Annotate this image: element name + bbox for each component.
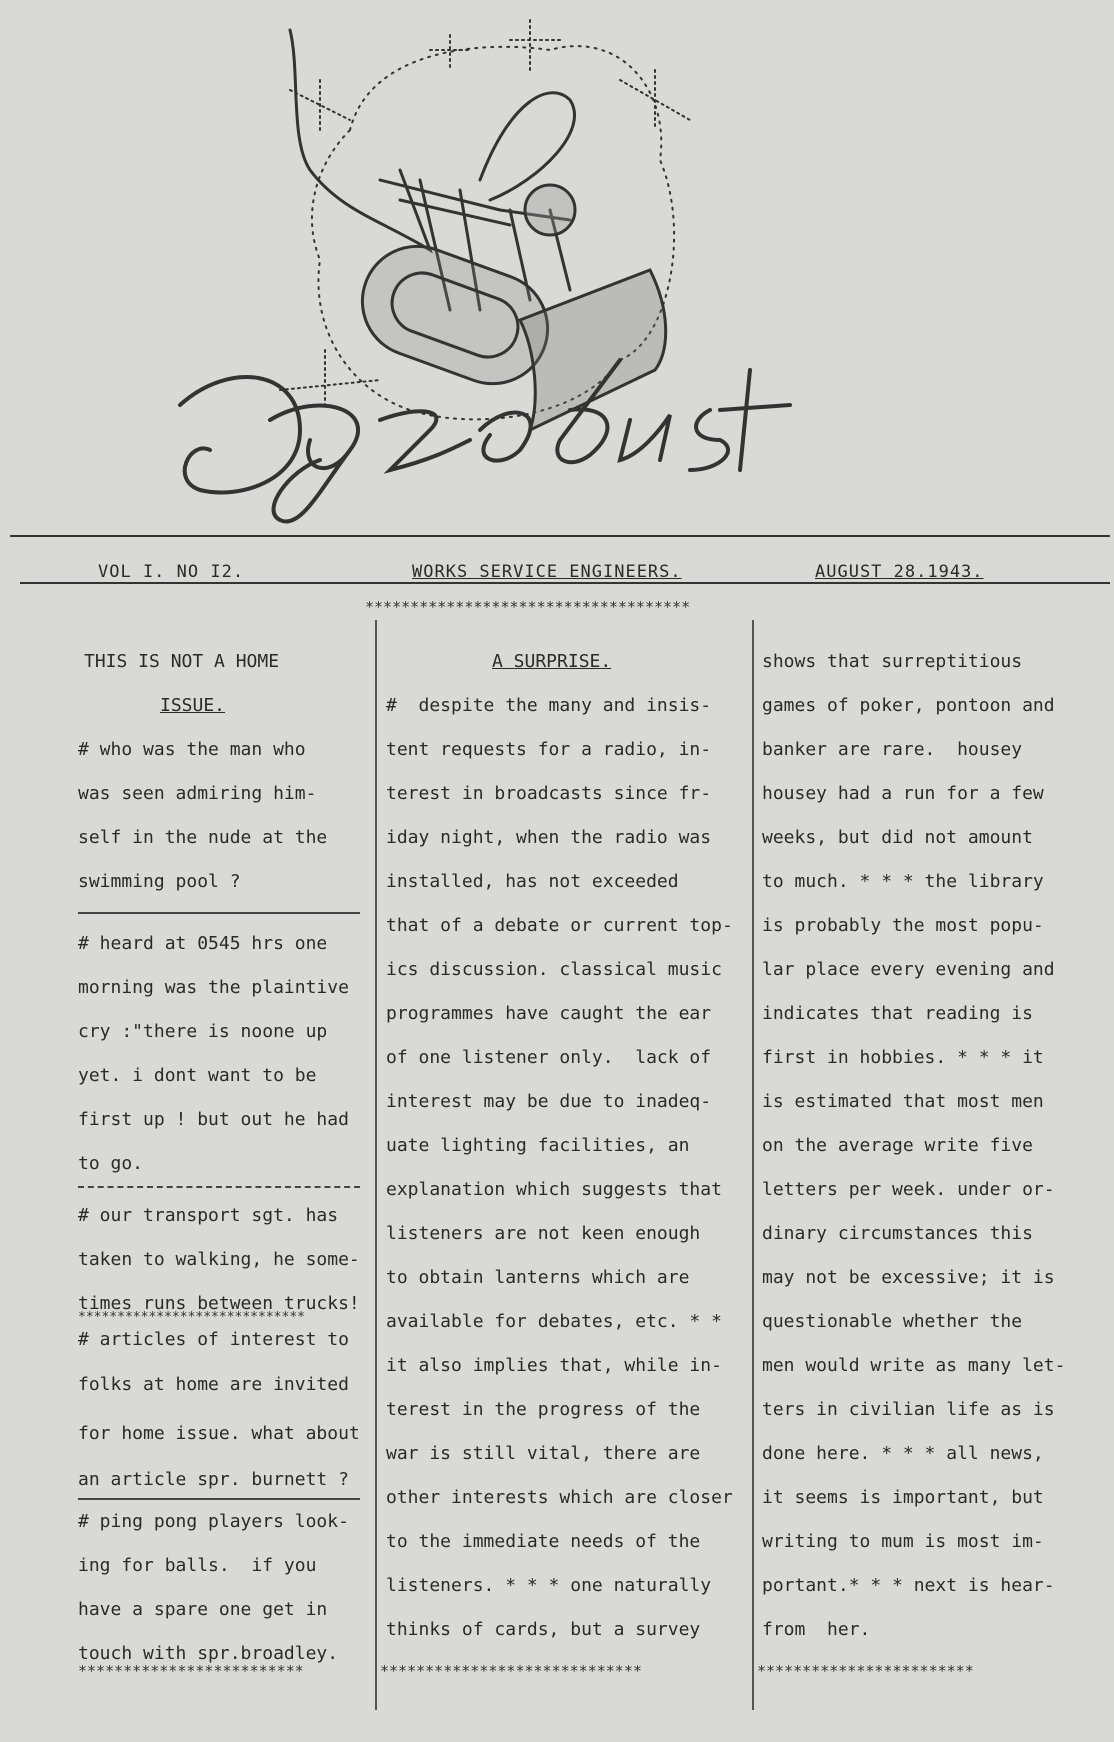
column-left-item5 — [78, 1500, 368, 1676]
right-line: games of poker, pontoon and — [762, 695, 1055, 716]
middle-line: thinks of cards, but a survey — [386, 1619, 701, 1640]
right-line: men would write as many let- — [762, 1355, 1066, 1376]
left-divider-2 — [78, 1186, 360, 1189]
left-item5-line: have a spare one get in — [78, 1599, 328, 1620]
left-item1-line: was seen admiring him- — [78, 783, 317, 804]
middle-line: explanation which suggests that — [386, 1179, 722, 1200]
issue-volume: VOL I. NO I2. — [98, 562, 245, 582]
middle-line: war is still vital, there are — [386, 1443, 701, 1464]
middle-line: uate lighting facilities, an — [386, 1135, 690, 1156]
left-item4-line: for home issue. what about — [78, 1423, 360, 1444]
left-item4-line: an article spr. burnett ? — [78, 1469, 349, 1490]
column-left-item2 — [78, 922, 368, 1186]
middle-line: tent requests for a radio, in- — [386, 739, 712, 760]
right-line: is estimated that most men — [762, 1091, 1044, 1112]
left-item3-line: taken to walking, he some- — [78, 1249, 360, 1270]
left-heading-line1: THIS IS NOT A HOME — [84, 651, 280, 672]
left-item5-line: touch with spr.broadley. — [78, 1643, 339, 1664]
masthead-illustration — [150, 10, 930, 530]
left-item2-line: first up ! but out he had — [78, 1109, 349, 1130]
middle-line: terest in broadcasts since fr- — [386, 783, 712, 804]
right-line: is probably the most popu- — [762, 915, 1044, 936]
left-item2-line: to go. — [78, 1153, 144, 1174]
right-line: banker are rare. housey — [762, 739, 1023, 760]
left-heading-line2: ISSUE. — [160, 695, 226, 716]
left-item3-line: times runs between trucks! — [78, 1293, 360, 1314]
issue-date: AUGUST 28.1943. — [815, 562, 984, 582]
left-item2-line: # heard at 0545 hrs one — [78, 933, 328, 954]
column-divider-right — [752, 620, 754, 1710]
right-line: housey had a run for a few — [762, 783, 1044, 804]
masthead-rule-top — [10, 535, 1110, 537]
mosquito-head — [525, 185, 575, 235]
column-left-item3 — [78, 1194, 368, 1326]
right-line: it seems is important, but — [762, 1487, 1044, 1508]
right-line: letters per week. under or- — [762, 1179, 1055, 1200]
right-line: indicates that reading is — [762, 1003, 1033, 1024]
issue-unit: WORKS SERVICE ENGINEERS. — [412, 562, 682, 582]
right-line: shows that surreptitious — [762, 651, 1023, 672]
right-line: first in hobbies. * * * it — [762, 1047, 1044, 1068]
right-line: on the average write five — [762, 1135, 1033, 1156]
middle-line: that of a debate or current top- — [386, 915, 733, 936]
middle-heading: A SURPRISE. — [492, 651, 612, 672]
right-line: weeks, but did not amount — [762, 827, 1033, 848]
column-middle — [386, 640, 746, 1652]
header-separator: ************************************ — [365, 598, 691, 616]
mosquito-wing — [480, 93, 575, 200]
middle-line: available for debates, etc. * * — [386, 1311, 722, 1332]
middle-stars-end: ***************************** — [380, 1662, 642, 1680]
middle-line: it also implies that, while in- — [386, 1355, 722, 1376]
column-left — [78, 640, 368, 904]
middle-line: terest in the progress of the — [386, 1399, 701, 1420]
column-right — [762, 640, 1107, 1652]
left-item4-line: folks at home are invited — [78, 1374, 349, 1395]
middle-line: interest may be due to inadeq- — [386, 1091, 712, 1112]
left-item1-line: swimming pool ? — [78, 871, 241, 892]
left-stars-end: ************************* — [78, 1662, 304, 1680]
middle-line: listeners. * * * one naturally — [386, 1575, 712, 1596]
right-line: ters in civilian life as is — [762, 1399, 1055, 1420]
left-item1-line: self in the nude at the — [78, 827, 328, 848]
left-item2-line: yet. i dont want to be — [78, 1065, 317, 1086]
right-line: lar place every evening and — [762, 959, 1055, 980]
right-line: done here. * * * all news, — [762, 1443, 1044, 1464]
right-stars-end: ************************ — [757, 1662, 974, 1680]
right-line: portant.* * * next is hear- — [762, 1575, 1055, 1596]
middle-line: ics discussion. classical music — [386, 959, 722, 980]
right-line: from her. — [762, 1619, 871, 1640]
left-item3-line: # our transport sgt. has — [78, 1205, 339, 1226]
right-line: to much. * * * the library — [762, 871, 1044, 892]
right-line: writing to mum is most im- — [762, 1531, 1044, 1552]
left-item4-line: # articles of interest to — [78, 1329, 349, 1350]
left-divider-1 — [78, 912, 360, 915]
right-line: may not be excessive; it is — [762, 1267, 1055, 1288]
middle-line: to obtain lanterns which are — [386, 1267, 690, 1288]
left-item2-line: cry :"there is noone up — [78, 1021, 328, 1042]
middle-line: other interests which are closer — [386, 1487, 733, 1508]
middle-line: to the immediate needs of the — [386, 1531, 701, 1552]
middle-line: iday night, when the radio was — [386, 827, 712, 848]
left-stars-mid: ***************************** — [78, 1310, 305, 1325]
left-item1-line: # who was the man who — [78, 739, 306, 760]
masthead-rule-bottom — [20, 582, 1110, 584]
middle-line: installed, has not exceeded — [386, 871, 679, 892]
middle-line: # despite the many and insis- — [386, 695, 712, 716]
left-item5-line: # ping pong players look- — [78, 1511, 349, 1532]
left-item5-line: ing for balls. if you — [78, 1555, 317, 1576]
column-divider-left — [375, 620, 377, 1710]
column-left-item4 — [78, 1320, 368, 1502]
left-item2-line: morning was the plaintive — [78, 977, 349, 998]
middle-line: programmes have caught the ear — [386, 1003, 712, 1024]
right-line: questionable whether the — [762, 1311, 1023, 1332]
middle-line: listeners are not keen enough — [386, 1223, 701, 1244]
right-line: dinary circumstances this — [762, 1223, 1033, 1244]
middle-line: of one listener only. lack of — [386, 1047, 712, 1068]
